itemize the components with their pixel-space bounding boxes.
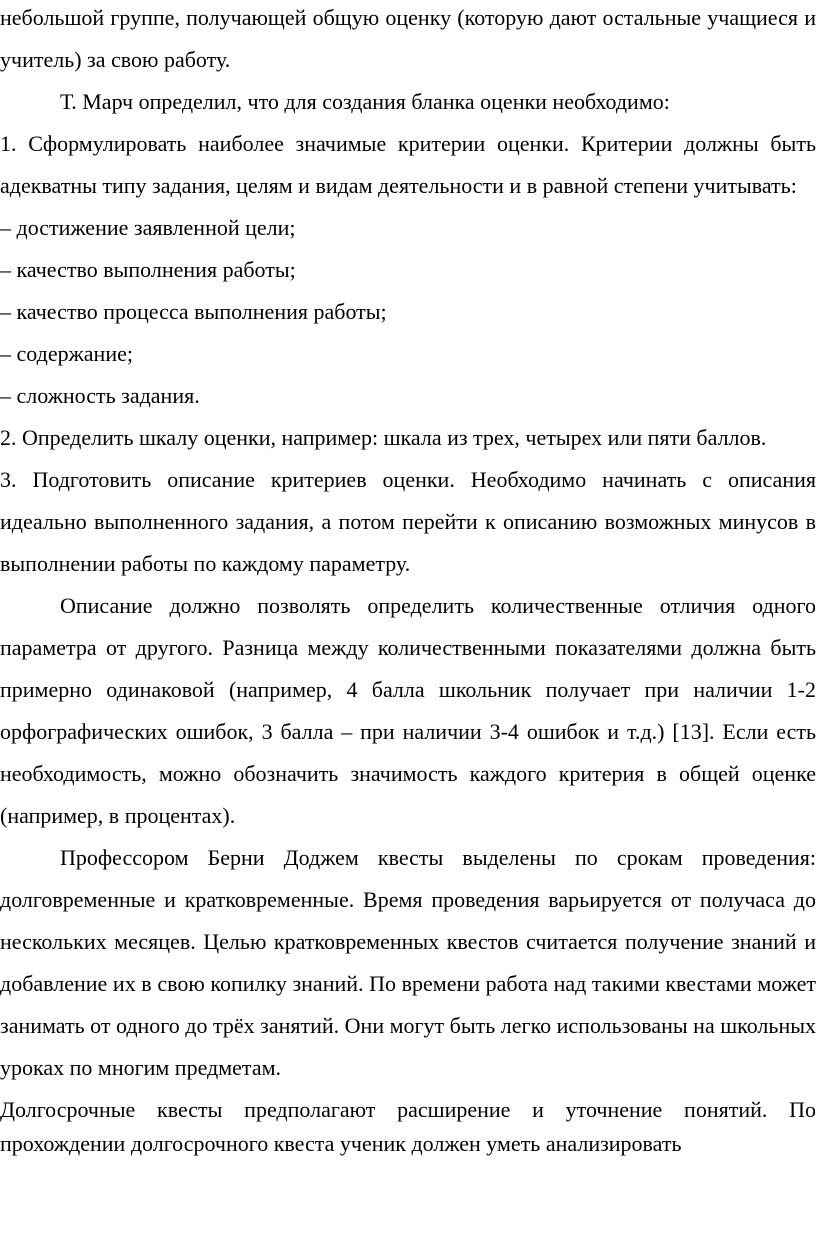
sublist-item-quality-process: – качество процесса выполнения работы; <box>0 299 387 324</box>
sublist-item-complexity: – сложность задания. <box>0 383 200 408</box>
paragraph-march-intro: Т. Марч определил, что для создания бланка оценки необходимо: <box>60 89 670 114</box>
list-item-description: 3. Подготовить описание критериев оценки. Необходимо начинать с описания идеально выполненного задания, а потом перейти к описанию возможных минусов в выполнении работы по каждому параметру. <box>0 467 816 576</box>
list-item-scale: 2. Определить шкалу оценки, например: шкала из трех, четырех или пяти баллов. <box>0 425 767 450</box>
sublist-item-content: – содержание; <box>0 341 133 366</box>
paragraph-continuation: небольшой группе, получающей общую оценку (которую дают остальные учащиеся и учитель) за свою работу. <box>0 5 816 72</box>
sublist-item-quality-work: – качество выполнения работы; <box>0 257 296 282</box>
paragraph-description: Описание должно позволять определить количественные отличия одного параметра от другого. Разница между количественными показателями должна быть примерно одинаковой (например, 4 балла школьник получает при наличии 1-2 орфографических ошибок, 3 балла – при наличии 3-4 ошибок и т.д.) [13]. Если есть необходимость, можно обозначить значимость каждого критерия в общей оценке (например, в процентах). <box>0 593 816 828</box>
paragraph-dodge: Профессором Берни Доджем квесты выделены по срокам проведения: долговременные и кратковременные. Время проведения варьируется от получаса до нескольких месяцев. Целью кратковременных квестов считается получение знаний и добавление их в свою копилку знаний. По времени работа над такими квестами может занимать от одного до трёх занятий. Они могут быть легко использованы на школьных уроках по многим предметам. <box>0 845 816 1080</box>
sublist-item-goal: – достижение заявленной цели; <box>0 215 296 240</box>
paragraph-long-term: Долгосрочные квесты предполагают расширение и уточнение понятий. По прохождении долгосрочного квеста ученик должен уметь анализировать <box>0 1097 816 1156</box>
list-item-criteria: 1. Сформулировать наиболее значимые критерии оценки. Критерии должны быть адекватны типу задания, целям и видам деятельности и в равной степени учитывать: <box>0 131 816 198</box>
